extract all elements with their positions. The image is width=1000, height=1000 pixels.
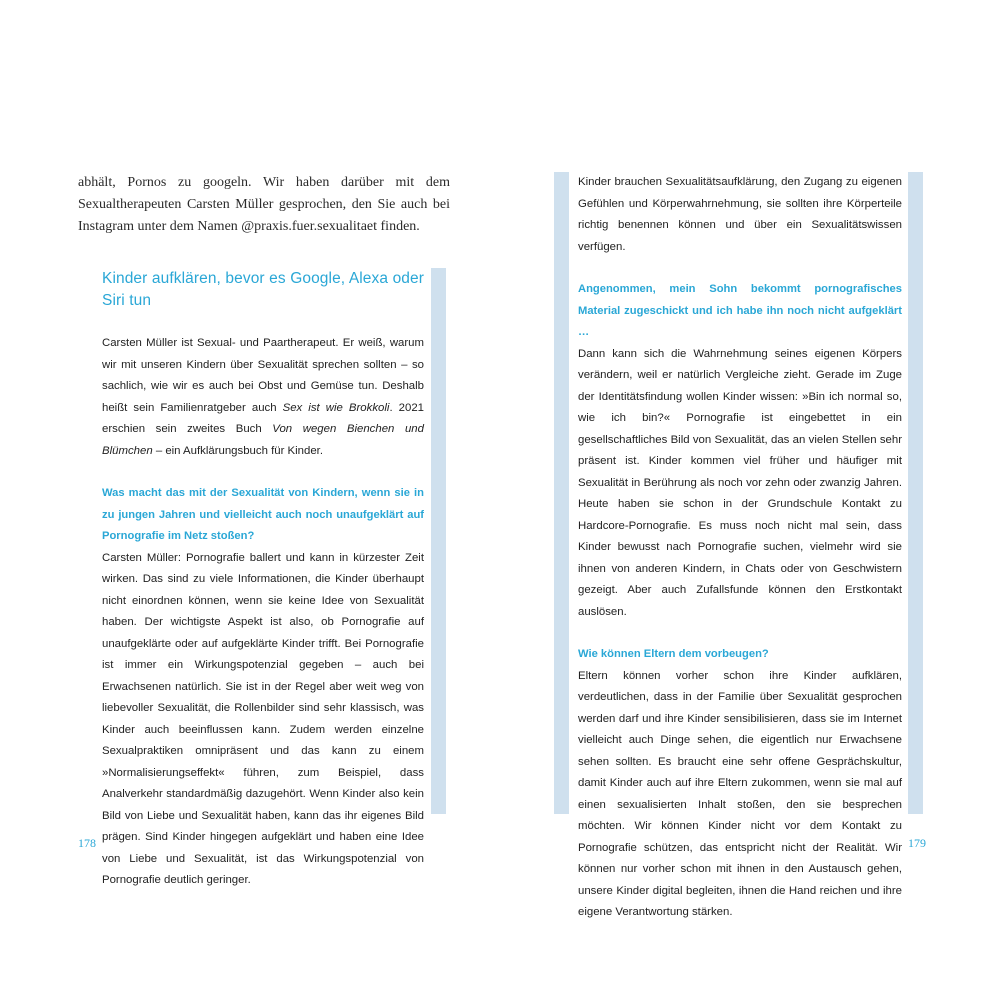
intro-paragraph: abhält, Pornos zu googeln. Wir haben darüber mit dem Sexualtherapeuten Carsten Müller gesprochen, den Sie auch bei Instagram unter dem Namen @praxis.fuer.sexualitaet finden. bbox=[78, 175, 450, 234]
intro-box-paragraph bbox=[102, 333, 424, 462]
question-3: Wie können Eltern dem vorbeugen? bbox=[578, 648, 769, 660]
book-title-2: Von wegen Bienchen und Blümchen bbox=[102, 423, 424, 457]
box-right-border bbox=[431, 268, 446, 814]
box-left-border bbox=[554, 172, 569, 814]
paragraph-1: Kinder brauchen Sexualitätsaufklärung, den Zugang zu eigenen Gefühlen und Körperwahrnehmung, sie sollten ihre Körperteile richtig benennen können und über ein Sexualitätswissen verfügen. bbox=[578, 176, 902, 253]
interview-box-left bbox=[102, 268, 424, 892]
box-right-border-2 bbox=[908, 172, 923, 814]
intro-text bbox=[78, 172, 450, 238]
answer-2: Dann kann sich die Wahrnehmung seines eigenen Körpers verändern, weil er natürlich Vergleiche zieht. Gerade im Zuge der Identitätsfindung wollen Kinder wissen: »Bin ich normal so, wie ich bin?« Pornografie ist eingebettet in ein gesellschaftliches Bild von Sexualität, das an vielen Stellen sehr präsent ist. Kinder kommen viel früher und häufiger mit Sexualität in Berührung als noch vor zehn oder zwanzig Jahren. Heute haben sie schon in der Grundschule Kontakt zu Hardcore-Pornografie. Es muss noch nicht mal sein, dass Kinder bewusst nach Pornografie suchen, vielmehr wird sie ihnen von anderen Kindern, in Chats oder von Geschwistern gezeigt. Aber auch Zufallsfunde können den Erstkontakt auslösen. bbox=[578, 347, 902, 618]
answer-1: Carsten Müller: Pornografie ballert und kann in kürzester Zeit wirken. Das sind zu viele Informationen, die Kinder überhaupt nicht einordnen können, wenn sie keine Idee von Sexualität haben. Der wichtigste Aspekt ist also, ob Pornografie auf unaufgeklärte oder auf aufgeklärte Kinder trifft. Bei Pornografie ist immer ein Wirkungspotenzial gegeben – auch bei Erwachsenen natürlich. Sie ist in der Regel aber weit weg von liebevoller Sexualität, die Rollenbilder sind sehr klassisch, was Kinder auch beeinflussen kann. Zudem werden einzelne Sexualpraktiken omnipräsent und das kann zu einem »Normalisierungseffekt« führen, zum Beispiel, dass Analverkehr standardmäßig dazugehört. Wenn Kinder also kein Bild von Liebe und Sexualität haben, kann das ihr eigenes Bild prägen. Sind Kinder hingegen aufgeklärt und haben eine Idee von Liebe und Sexualität, ist das Wirkungspotenzial von Pornografie deutlich geringer. bbox=[102, 551, 424, 886]
para-text-b: . 2021 erschien sein zweites Buch bbox=[102, 401, 425, 435]
question-1: Was macht das mit der Sexualität von Kindern, wenn sie in zu jungen Jahren und vielleicht auch noch unaufgeklärt auf Pornografie im Netz stoßen? bbox=[102, 487, 424, 542]
para-text-c: – ein Aufklärungsbuch für Kinder. bbox=[152, 444, 323, 457]
question-2: Angenommen, mein Sohn bekommt pornografisches Material zugeschickt und ich habe ihn noch nicht aufgeklärt … bbox=[578, 283, 902, 338]
answer-3: Eltern können vorher schon ihre Kinder aufklären, verdeutlichen, dass in der Familie über Sexualität gesprochen werden darf und ihre Kinder sensibilisieren, dass sie im Internet vielleicht auch Dinge sehen, die eigentlich nur Erwachsene sehen sollten. Es braucht eine sehr offene Gesprächskultur, damit Kinder auch auf ihre Eltern zukommen, wenn sie mal auf einen sexualisierten Inhalt stoßen, den sie besprechen möchten. Wir können Kinder nicht vor dem Kontakt zu Pornografie schützen, das entspricht nicht der Realität. Wir können nur vorher schon mit ihnen in den Austausch gehen, unsere Kinder digital begleiten, ihnen die Hand reichen und ihre eigene Verantwortung stärken. bbox=[578, 669, 902, 918]
page-number-left: 178 bbox=[78, 836, 96, 850]
book-title-1: Sex ist wie Brokkoli bbox=[282, 401, 390, 414]
para-text-a: Carsten Müller ist Sexual- und Paartherapeut. Er weiß, warum wir mit unseren Kindern über Sexualität sprechen sollten – so sachlich, wie wir es auch bei Obst und Gemüse tun. Deshalb heißt sein Familienratgeber auch bbox=[102, 337, 424, 414]
interview-box-right bbox=[578, 172, 902, 924]
page-number-right: 179 bbox=[908, 836, 926, 850]
box-title: Kinder aufklären, bevor es Google, Alexa oder Siri tun bbox=[102, 270, 424, 309]
